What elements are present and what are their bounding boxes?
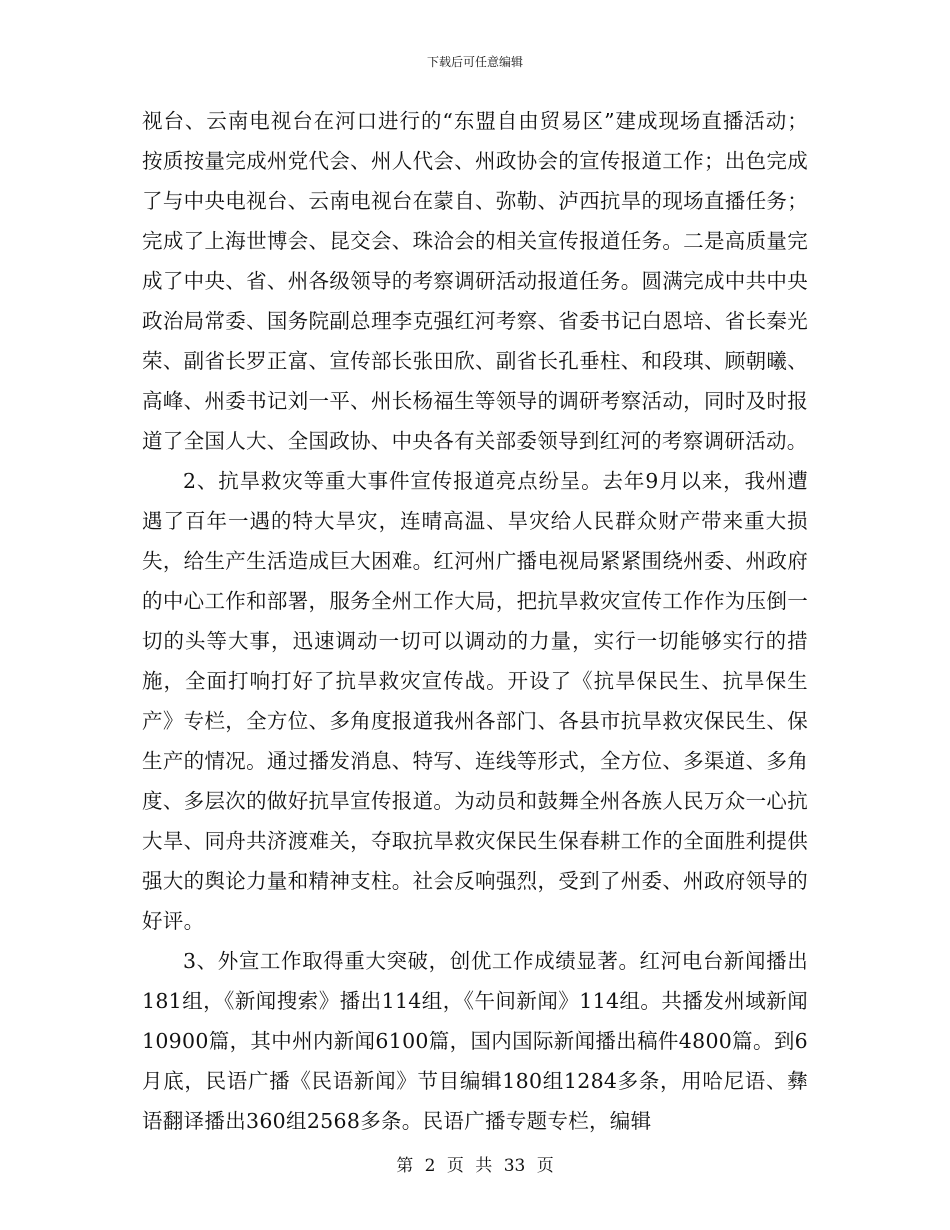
paragraph-1: 视台、云南电视台在河口进行的“东盟自由贸易区”建成现场直播活动；按质按量完成州党代会、州人代会、州政协会的宣传报道工作；出色完成了与中央电视台、云南电视台在蒙自、弥勒、泸西抗旱的现场直播任务；完成了上海世博会、昆交会、珠洽会的相关宣传报道任务。二是高质量完成了中央、省、州各级领导的考察调研活动报道任务。圆满完成中共中央政治局常委、国务院副总理李克强红河考察、省委书记白恩培、省长秦光荣、副省长罗正富、宣传部长张田欣、副省长孔垂柱、和段琪、顾朝曦、高峰、州委书记刘一平、州长杨福生等领导的调研考察活动，同时及时报道了全国人大、全国政协、中央各有关部委领导到红河的考察调研活动。 <box>142 109 808 453</box>
page-number-footer: 第 2 页 共 33 页 <box>396 1156 554 1176</box>
paragraph-3: 3、外宣工作取得重大突破，创优工作成绩显著。红河电台新闻播出181组，《新闻搜索》播出114组，《午间新闻》114组。共播发州域新闻10900篇，其中州内新闻6100篇，国内国际新闻播出稿件4800篇。到6月底，民语广播《民语新闻》节目编辑180组1284多条，用哈尼语、彝语翻译播出360组2568多条。民语广播专题专栏，编辑 <box>142 949 808 1133</box>
document-body <box>142 101 808 1141</box>
page-header: 下载后可任意编辑 <box>426 55 523 69</box>
paragraph-2: 2、抗旱救灾等重大事件宣传报道亮点纷呈。去年9月以来，我州遭遇了百年一遇的特大旱灾，连晴高温、旱灾给人民群众财产带来重大损失，给生产生活造成巨大困难。红河州广播电视局紧紧围绕州委、州政府的中心工作和部署，服务全州工作大局，把抗旱救灾宣传工作作为压倒一切的头等大事，迅速调动一切可以调动的力量，实行一切能够实行的措施，全面打响打好了抗旱救灾宣传战。开设了《抗旱保民生、抗旱保生产》专栏，全方位、多角度报道我州各部门、各县市抗旱救灾保民生、保生产的情况。通过播发消息、特写、连线等形式，全方位、多渠道、多角度、多层次的做好抗旱宣传报道。为动员和鼓舞全州各族人民万众一心抗大旱、同舟共济渡难关，夺取抗旱救灾保民生保春耕工作的全面胜利提供强大的舆论力量和精神支柱。社会反响强烈，受到了州委、州政府领导的好评。 <box>142 469 808 933</box>
